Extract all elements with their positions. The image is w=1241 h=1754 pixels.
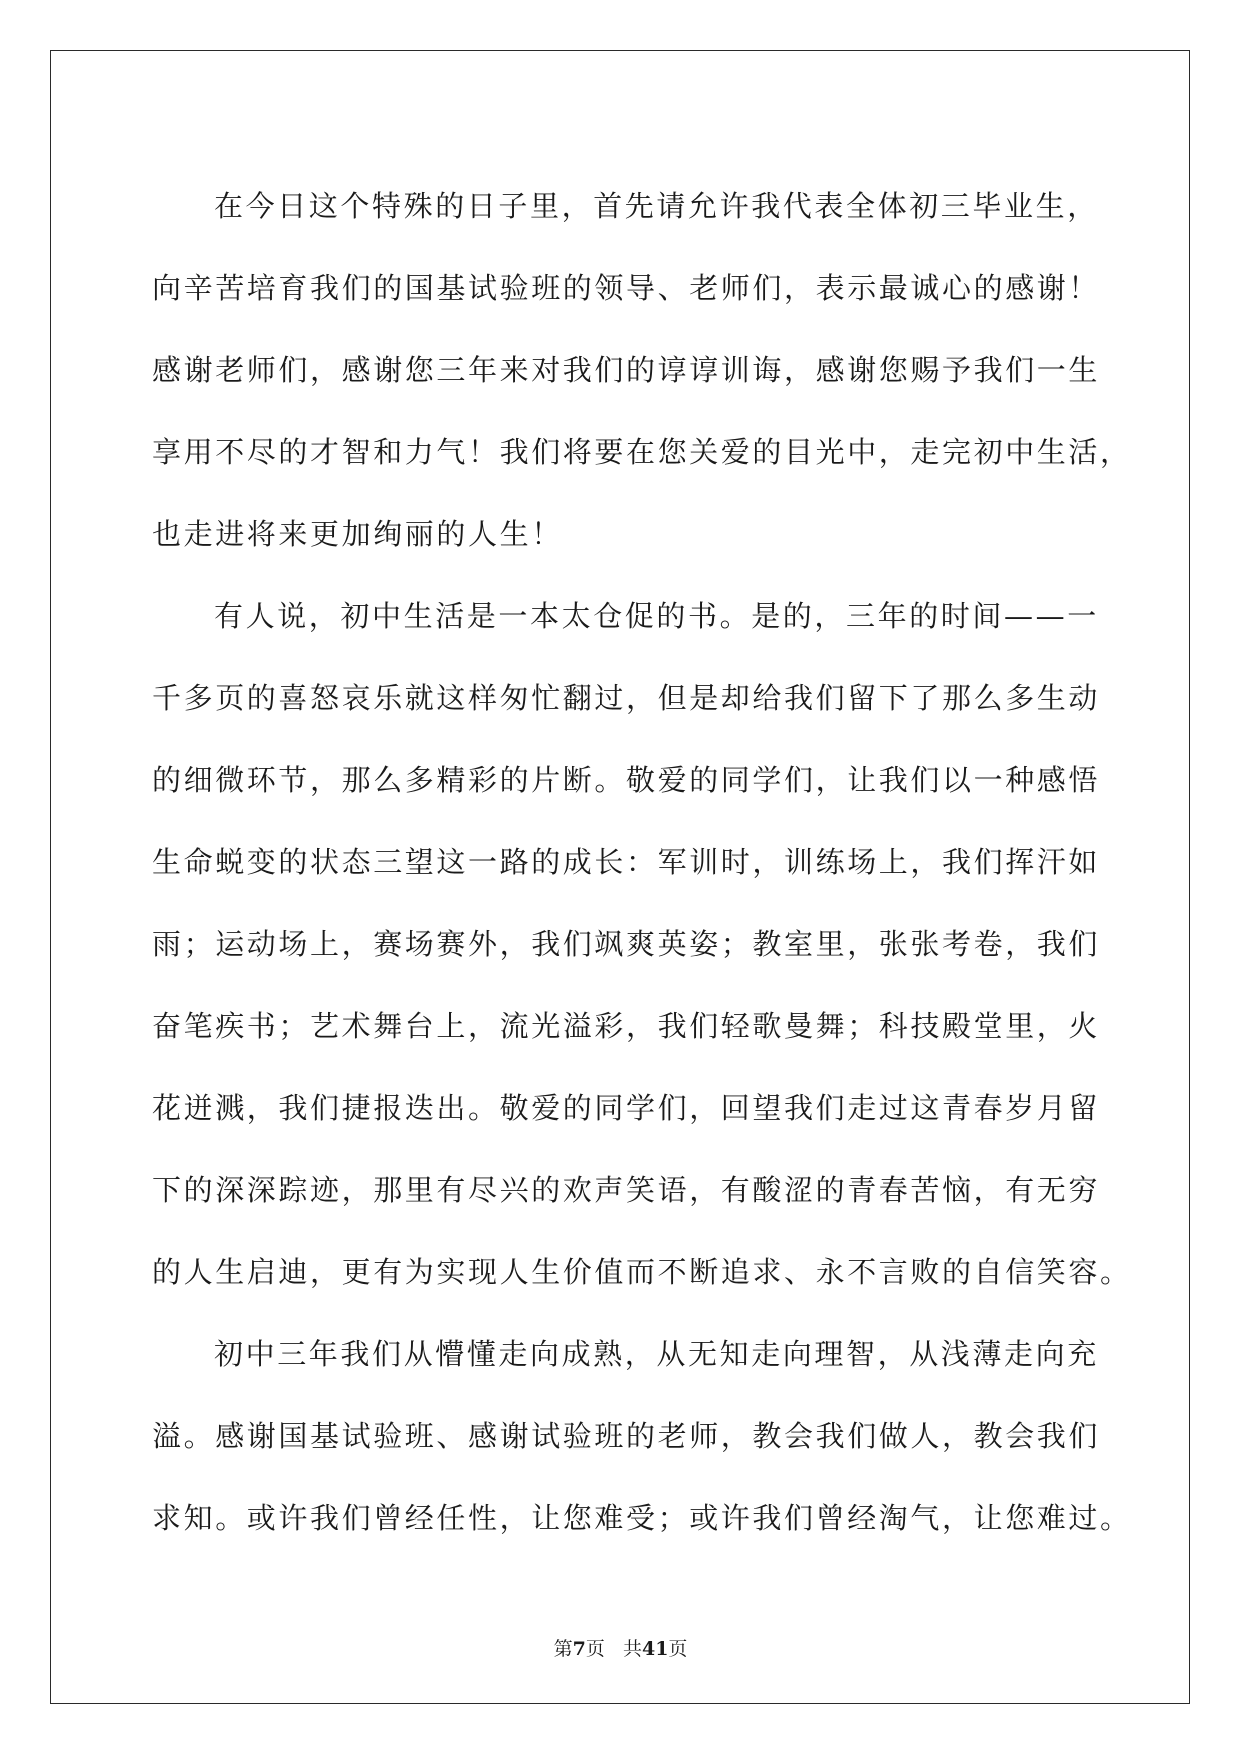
total-suffix: 页 [668, 1638, 688, 1660]
page-number: 7 [572, 1638, 586, 1660]
text-line: 千多页的喜怒哀乐就这样匆忙翻过，但是却给我们留下了那么多生动 [152, 681, 1101, 715]
text-line: 生命蜕变的状态三望这一路的成长：军训时，训练场上，我们挥汗如 [152, 845, 1101, 879]
page-suffix: 页 [585, 1638, 605, 1660]
text-line: 花迸溅，我们捷报迭出。敬爱的同学们，回望我们走过这青春岁月留 [152, 1091, 1101, 1125]
text-line: 享用不尽的才智和力气！我们将要在您关爱的目光中，走完初中生活， [152, 435, 1132, 469]
text-line: 的人生启迪，更有为实现人生价值而不断追求、永不言败的自信笑容。 [152, 1255, 1132, 1289]
text-line: 溢。感谢国基试验班、感谢试验班的老师，教会我们做人，教会我们 [152, 1419, 1101, 1453]
text-line: 雨；运动场上，赛场赛外，我们飒爽英姿；教室里，张张考卷，我们 [152, 927, 1101, 961]
text-line: 感谢老师们，感谢您三年来对我们的谆谆训诲，感谢您赐予我们一生 [152, 353, 1101, 387]
text-line: 奋笔疾书；艺术舞台上，流光溢彩，我们轻歌曼舞；科技殿堂里，火 [152, 1009, 1101, 1043]
text-line: 求知。或许我们曾经任性，让您难受；或许我们曾经淘气，让您难过。 [152, 1501, 1132, 1535]
text-line: 也走进将来更加绚丽的人生！ [152, 517, 563, 551]
text-line: 初中三年我们从懵懂走向成熟，从无知走向理智，从浅薄走向充 [214, 1337, 1099, 1371]
document-body [152, 165, 1132, 1559]
text-line: 向辛苦培育我们的国基试验班的领导、老师们，表示最诚心的感谢！ [152, 271, 1101, 305]
text-line: 的细微环节，那么多精彩的片断。敬爱的同学们，让我们以一种感悟 [152, 763, 1101, 797]
page-footer [0, 1634, 1241, 1661]
total-prefix: 共 [622, 1638, 642, 1660]
text-line: 有人说，初中生活是一本太仓促的书。是的，三年的时间——一 [214, 599, 1099, 633]
text-line: 下的深深踪迹，那里有尽兴的欢声笑语，有酸涩的青春苦恼，有无穷 [152, 1173, 1101, 1207]
text-line: 在今日这个特殊的日子里，首先请允许我代表全体初三毕业生， [214, 189, 1099, 223]
total-pages: 41 [641, 1638, 669, 1660]
page-prefix: 第 [553, 1638, 573, 1660]
